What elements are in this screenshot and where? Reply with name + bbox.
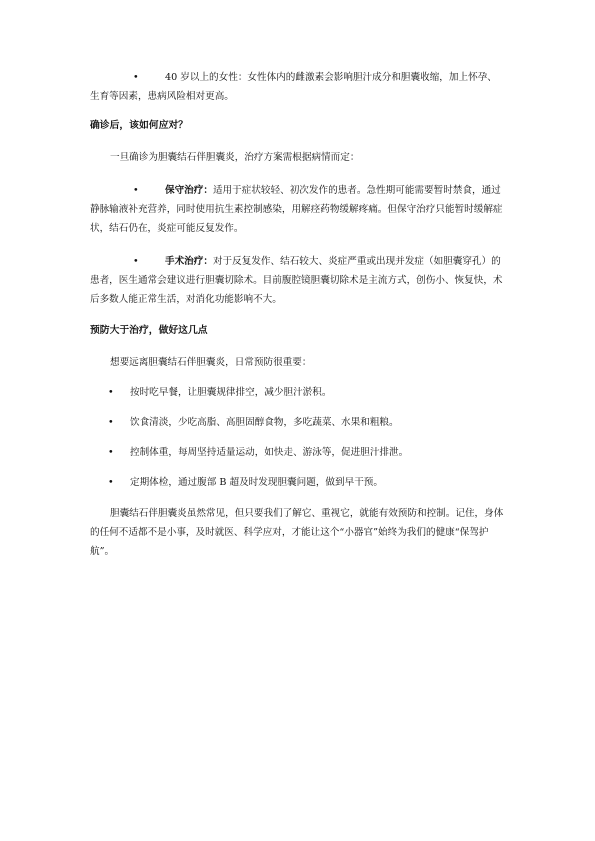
list-item — [90, 383, 505, 402]
bullet: • — [108, 387, 114, 398]
section-heading-prevention: 预防大于治疗，做好这几点 — [90, 325, 208, 336]
list-item-text-cont: 生育等因素，患病风险相对更高。 — [90, 91, 234, 102]
section-intro: 想要远离胆囊结石伴胆囊炎，日常预防很重要： — [110, 357, 312, 368]
section-heading-treatment: 确诊后，该如何应对？ — [90, 120, 188, 131]
risk-list-item — [90, 68, 505, 106]
list-item — [90, 443, 505, 462]
section-intro: 一旦确诊为胆囊结石伴胆囊炎，治疗方案需根据病情而定： — [110, 152, 360, 163]
treatment-label: 保守治疗： — [165, 185, 213, 196]
treatment-item-surgery — [90, 252, 505, 309]
bullet: • — [133, 185, 139, 196]
bullet: • — [108, 417, 114, 428]
list-item — [90, 413, 505, 432]
bullet: • — [108, 477, 114, 488]
list-item-text: 定期体检，通过腹部 B 超及时发现胆囊问题，做到早干预。 — [130, 477, 383, 488]
closing-paragraph: 胆囊结石伴胆囊炎虽然常见，但只要我们了解它、重视它，就能有效预防和控制。记住，身体的任何不适都不是小事，及时就医、科学应对，才能让这个“小器官”始终为我们的健康“保驾护航”。 — [90, 508, 504, 557]
prevention-list — [90, 383, 505, 492]
bullet: • — [133, 72, 139, 83]
bullet: • — [108, 447, 114, 458]
list-item-text: 饮食清淡，少吃高脂、高胆固醇食物，多吃蔬菜、水果和粗粮。 — [130, 417, 399, 428]
list-item-text: 控制体重，每周坚持适量运动，如快走、游泳等，促进胆汁排泄。 — [130, 447, 409, 458]
list-item — [90, 473, 505, 492]
treatment-text: 对于反复发作、结石较大、炎症严重或出现并发症（如胆囊穿孔）的患者，医生通常会建议进行胆囊切除术。目前腹腔镜胆囊切除术是主流方式，创伤小、恢复快，术后多数人能正常生活，对消化功能影响不大。 — [90, 256, 503, 305]
list-item-text: 按时吃早餐，让胆囊规律排空，减少胆汁淤积。 — [130, 387, 332, 398]
bullet: • — [133, 256, 139, 267]
list-item-text: 40 岁以上的女性：女性体内的雌激素会影响胆汁成分和胆囊收缩，加上怀孕、 — [165, 72, 497, 83]
treatment-item-conservative — [90, 181, 505, 238]
treatment-text: 适用于症状较轻、初次发作的患者。急性期可能需要暂时禁食，通过静脉输液补充营养，同时使用抗生素控制感染，用解痉药物缓解疼痛。但保守治疗只能暂时缓解症状，结石仍在，炎症可能反复发作。 — [90, 185, 503, 234]
document-body — [90, 68, 505, 561]
treatment-label: 手术治疗： — [165, 256, 213, 267]
